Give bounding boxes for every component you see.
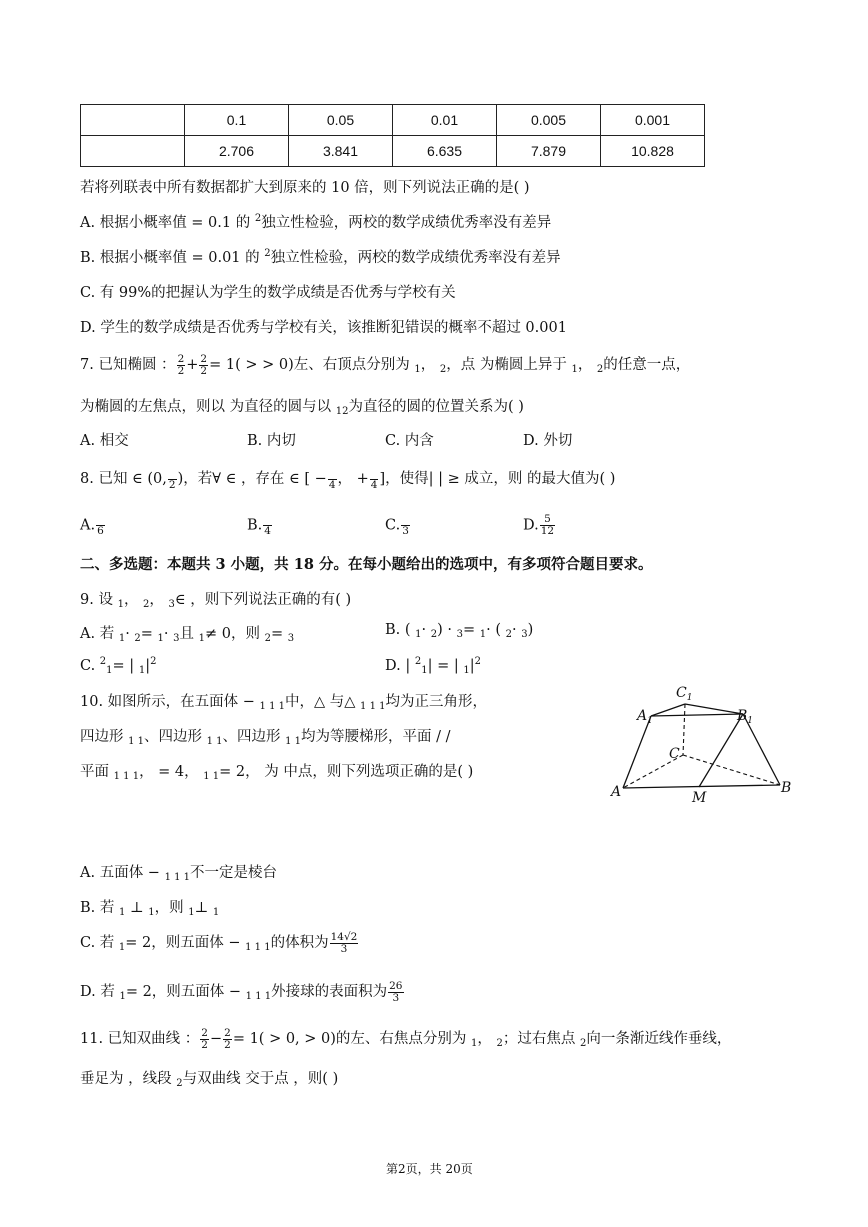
edge-c1b1 [685, 704, 743, 714]
table-cell: 0.01 [393, 105, 497, 136]
q7-option-a: A. 相交 [80, 433, 129, 449]
table-cell: 7.879 [497, 136, 601, 167]
q9-option-a: A. 若 $_1$· $_2$= $_1$· $_3$且 $_1$≠ 0，则 $_2$= $_3$ [80, 626, 295, 644]
edge-cb [683, 755, 780, 785]
label-b: B [781, 780, 792, 796]
fraction: $\frac{2}{2}$ [200, 352, 208, 377]
table-cell: 0.05 [289, 105, 393, 136]
q6-option-b: B. 根据小概率值 = 0.01 的 $^2$独立性检验，两校的数学成绩优秀率没有差异 [80, 248, 561, 266]
label-a: A [611, 784, 622, 800]
section-heading: 二、多选题：本题共 3 小题，共 18 分。在每小题给出的选项中，有多项符合题目要求。 [80, 556, 653, 573]
q7-stem-line1: 7. 已知椭圆 ： $\frac{2}{2}$ + $\frac{2}{2}$ = 1( > > 0)左、右顶点分别为 $_1$， $_2$，点 为椭圆上异于 $_1$， $_2$的任意一点， [80, 352, 691, 377]
table-row [81, 136, 705, 167]
table-cell: 0.1 [185, 105, 289, 136]
q10-option-d: D. 若 $_1$= 2，则五面体 − $_{1 1 1}$外接球的表面积为 $\frac{26}{3}$ [80, 979, 403, 1004]
fraction: 6 [96, 514, 105, 537]
q10-option-a: A. 五面体 − $_{1 1 1}$不一定是棱台 [80, 865, 278, 883]
q11-stem-line2: 垂足为 ，线段 $_2$与双曲线 交于点 ，则( ) [80, 1071, 339, 1089]
q9-stem: 9. 设 $_1$， $_2$， $_3$∈ ，则下列说法正确的有( ) [80, 592, 352, 610]
fraction: 4 [328, 468, 337, 491]
q8-option-a: A. 6 [80, 514, 106, 537]
edge-c1c [683, 704, 685, 755]
q7-option-b: B. 内切 [247, 433, 296, 449]
q6-option-a: A. 根据小概率值 = 0.1 的 $^2$独立性检验，两校的数学成绩优秀率没有差异 [80, 213, 552, 231]
q10-option-b: B. 若 $_1$ ⊥ $_1$，则 $_1$⊥ $_1$ [80, 900, 220, 918]
fraction: 2 [168, 468, 177, 491]
label-c: C [669, 746, 680, 762]
table-cell: 0.005 [497, 105, 601, 136]
fraction: 4 [263, 514, 272, 537]
q8-option-b: B. 4 [247, 514, 273, 537]
edge-ab [623, 785, 780, 788]
q6-option-c: C. 有 99%的把握认为学生的数学成绩是否优秀与学校有关 [80, 285, 456, 301]
q9-option-c: C. $^2_1$= | $_1|^2$ [80, 656, 157, 676]
table-cell: 10.828 [601, 136, 705, 167]
q10-stem-line2: 四边形 $_{1 1}$、四边形 $_{1 1}$、四边形 $_{1 1}$均为等腰梯形，平面 / / [80, 729, 451, 747]
table-cell: 6.635 [393, 136, 497, 167]
fraction: $\frac{5}{12}$ [540, 513, 555, 537]
fraction: 4 [370, 468, 379, 491]
q10-stem-line3: 平面 $_{1 1 1}$， = 4， $_{1 1}$= 2， 为 中点，则下列选项正确的是( ) [80, 764, 474, 782]
q7-option-c: C. 内含 [385, 433, 434, 449]
q6-option-d: D. 学生的数学成绩是否优秀与学校有关，该推断犯错误的概率不超过 0.001 [80, 320, 567, 336]
q8-stem: 8. 已知 ∈ (0, 2 )，若∀ ∈ ，存在 ∈ [ − 4 ， + 4 ]，使得| | ≥ 成立，则 的最大值为( ) [80, 467, 615, 491]
q11-stem-line1: 11. 已知双曲线 ： $\frac{2}{2}$ − $\frac{2}{2}$ = 1( > 0, > 0)的左、右焦点分别为 $_1$， $_2$；过右焦点 $_2$向一条渐近线作垂线， [80, 1026, 732, 1051]
edge-a1c1 [651, 704, 685, 716]
label-a1: $A_1$ [637, 708, 653, 726]
fraction: $\frac{2}{2}$ [177, 352, 185, 377]
fraction: $\frac{14√2}{3}$ [330, 930, 358, 955]
table-row [81, 105, 705, 136]
label-c1: $C_1$ [676, 685, 693, 703]
table-cell: 3.841 [289, 136, 393, 167]
fraction: $\frac{2}{2}$ [201, 1026, 208, 1051]
q8-option-c: C. 3 [385, 514, 411, 537]
q6-stem: 若将列联表中所有数据都扩大到原来的 10 倍，则下列说法正确的是( ) [80, 180, 530, 196]
q10-stem-line1: 10. 如图所示，在五面体 − $_{1 1 1}$中，△ 与△ $_{1 1 1}$均为正三角形， [80, 694, 487, 712]
q8-option-d: D. $\frac{5}{12}$ [523, 513, 555, 537]
table-cell [81, 105, 185, 136]
q10-option-c: C. 若 $_1$= 2，则五面体 − $_{1 1 1}$的体积为 $\frac{14√2}{3}$ [80, 930, 358, 955]
table-cell: 2.706 [185, 136, 289, 167]
label-b1: $B_1$ [737, 708, 754, 726]
table-cell: 0.001 [601, 105, 705, 136]
critical-value-table [80, 104, 705, 167]
pentahedron-figure [605, 682, 805, 807]
q9-option-d: D. | $^2_1$| = | $_1|^2$ [385, 656, 481, 676]
fraction: $\frac{26}{3}$ [389, 979, 403, 1004]
page-number: 第2页，共 20页 [386, 1162, 473, 1176]
fraction: $\frac{2}{2}$ [224, 1026, 231, 1051]
q7-stem-line2: 为椭圆的左焦点，则以 为直径的圆与以 $_{12}$为直径的圆的位置关系为( ) [80, 399, 524, 417]
q7-option-d: D. 外切 [523, 433, 573, 449]
edge-a1b1 [651, 714, 743, 716]
label-m: M [692, 790, 707, 806]
edge-b1m [699, 714, 743, 787]
fraction: 3 [401, 514, 410, 537]
table-cell [81, 136, 185, 167]
edge-a1a [623, 716, 651, 788]
q9-option-b: B. ( $_1$· $_2$) · $_3$= $_1$· ( $_2$· $_3$) [385, 622, 534, 640]
